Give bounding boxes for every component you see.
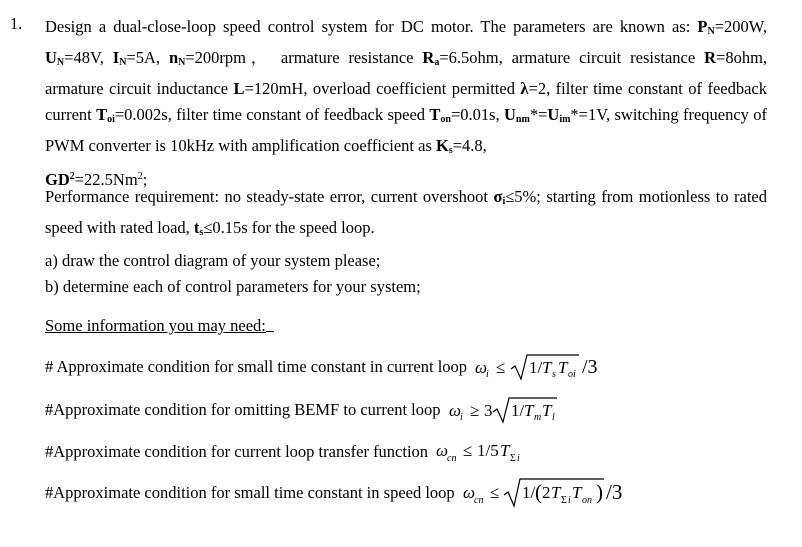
svg-text:T: T (523, 401, 534, 420)
condition-4-text: #Approximate condition for small time constant in speed loop (45, 483, 455, 502)
condition-1-formula (471, 352, 606, 382)
toi-label: T (96, 105, 108, 124)
pn-sub: N (707, 26, 715, 37)
ts-sub: s (199, 227, 204, 238)
question-b: b) determine each of control parameters for your system; (45, 277, 421, 296)
ton-sub: on (440, 114, 451, 125)
svg-text:T: T (500, 441, 510, 460)
svg-text:cn: cn (447, 453, 457, 464)
ra-value: =6.5ohm, (439, 48, 503, 67)
r-value: =8ohm, (716, 48, 768, 67)
svg-text:/3: /3 (605, 480, 623, 504)
r-text: armature circuit resistance (511, 48, 696, 67)
pn-label: P (697, 17, 708, 36)
svg-text:≤: ≤ (463, 441, 473, 460)
un-value: =48V, (64, 48, 104, 67)
svg-text:1/: 1/ (529, 358, 543, 377)
ks-label: K (436, 136, 449, 155)
svg-text:Σ: Σ (510, 453, 517, 464)
condition-2 (45, 395, 565, 425)
pn-value: =200W, (714, 17, 767, 36)
unm-label: U (504, 105, 516, 124)
svg-text:ω: ω (436, 441, 449, 460)
condition-3 (45, 437, 542, 467)
ts-value: ≤0.15s for the speed loop. (203, 218, 375, 237)
l-value: =120mH, (244, 79, 308, 98)
ks-value: =4.8, (452, 136, 487, 155)
un-label: U (45, 48, 57, 67)
info-heading (45, 316, 274, 336)
condition-1 (45, 352, 606, 382)
svg-text:2: 2 (541, 483, 551, 502)
svg-text:(: ( (534, 480, 542, 504)
problem-number: 1. (10, 14, 23, 33)
svg-text:ω: ω (448, 401, 461, 420)
gd2-label: GD (45, 170, 70, 189)
svg-text:≤: ≤ (496, 358, 506, 377)
question-a: a) draw the control diagram of your system please; (45, 251, 381, 270)
nn-value: =200rpm， (185, 48, 273, 67)
svg-text:3: 3 (483, 401, 493, 420)
svg-text:≥: ≥ (469, 401, 479, 420)
problem-statement (45, 14, 767, 193)
lambda-label: λ (520, 79, 529, 98)
svg-text:l: l (551, 412, 555, 423)
svg-text:≤: ≤ (489, 483, 500, 502)
gd2-sup: 2 (69, 171, 75, 182)
unm-mid: *= (529, 105, 548, 124)
info-heading-text: Some information you may need: (45, 316, 266, 335)
lambda-text: overload coefficient permitted (312, 79, 515, 98)
condition-3-text: #Approximate condition for current loop transfer function (45, 442, 429, 461)
gd2-end: ; (142, 170, 148, 189)
intro-text: Design a dual-close-loop speed control system for DC motor. The parameters are known as: (45, 17, 691, 36)
in-label: I (112, 48, 120, 67)
gd2-unit-sup: 2 (137, 171, 143, 182)
svg-text:1/5: 1/5 (477, 441, 499, 460)
sigma-label: σ (493, 187, 503, 206)
ra-label: R (422, 48, 435, 67)
svg-text:1/: 1/ (521, 483, 536, 502)
in-sub: N (119, 57, 127, 68)
condition-2-formula (445, 395, 565, 425)
condition-1-text: # Approximate condition for small time constant in current loop (45, 357, 468, 376)
performance-requirement (45, 184, 767, 246)
svg-text:T: T (550, 483, 561, 502)
svg-text:m: m (533, 412, 541, 423)
svg-text:i: i (517, 453, 520, 464)
ra-sub: a (434, 57, 440, 68)
ts-label: t (193, 218, 200, 237)
sigma-value: ≤5%; (505, 187, 541, 206)
uim-sub: im (559, 114, 571, 125)
toi-sub: oi (107, 114, 115, 125)
r-label: R (704, 48, 717, 67)
ks-text: switching frequency of PWM converter is 10kHz with amplification coefficient as (45, 105, 768, 155)
svg-text:Σ: Σ (560, 495, 567, 506)
nn-sub: N (178, 57, 186, 68)
svg-text:oi: oi (568, 369, 576, 380)
toi-value: =0.002s, (114, 105, 172, 124)
underline-tail (266, 317, 274, 332)
ton-text: filter time constant of feedback speed (176, 105, 426, 124)
svg-text:i: i (567, 495, 571, 506)
condition-4-formula (459, 476, 634, 510)
ra-text: armature resistance (280, 48, 414, 67)
svg-text:i: i (486, 369, 489, 380)
unm-sub: nm (515, 114, 530, 125)
sigma-sub: i (502, 196, 506, 207)
svg-text:ω: ω (462, 483, 475, 502)
ton-value: =0.01s, (450, 105, 500, 124)
condition-2-text: #Approximate condition for omitting BEMF to current loop (45, 400, 441, 419)
condition-3-formula (432, 437, 542, 467)
gd2-value: =22.5Nm (74, 170, 138, 189)
svg-text:cn: cn (473, 495, 484, 506)
svg-text:ω: ω (475, 358, 488, 377)
l-text: armature circuit inductance (45, 79, 229, 98)
l-label: L (233, 79, 245, 98)
svg-text:T: T (571, 483, 582, 502)
ton-label: T (429, 105, 441, 124)
un-sub: N (56, 57, 65, 68)
lambda-value: =2, (528, 79, 551, 98)
perf-text2: starting from motionless to rated speed with rated load, (45, 187, 767, 237)
svg-text:T: T (541, 401, 552, 420)
perf-text1: Performance requirement: no steady-state error, current overshoot (45, 187, 488, 206)
uim-value: *=1V, (570, 105, 611, 124)
svg-text:T: T (542, 358, 552, 377)
uim-label: U (547, 105, 560, 124)
ks-sub: s (448, 145, 453, 156)
svg-text:on: on (581, 495, 592, 506)
svg-text:i: i (459, 412, 463, 423)
nn-label: n (168, 48, 179, 67)
svg-text:s: s (552, 369, 557, 380)
svg-text:): ) (595, 480, 603, 504)
in-value: =5A, (126, 48, 161, 67)
toi-text: filter time constant of feedback current (45, 79, 768, 124)
svg-text:1/: 1/ (510, 401, 524, 420)
condition-4 (45, 476, 634, 510)
svg-text:/3: /3 (582, 356, 598, 378)
svg-text:T: T (558, 358, 568, 377)
